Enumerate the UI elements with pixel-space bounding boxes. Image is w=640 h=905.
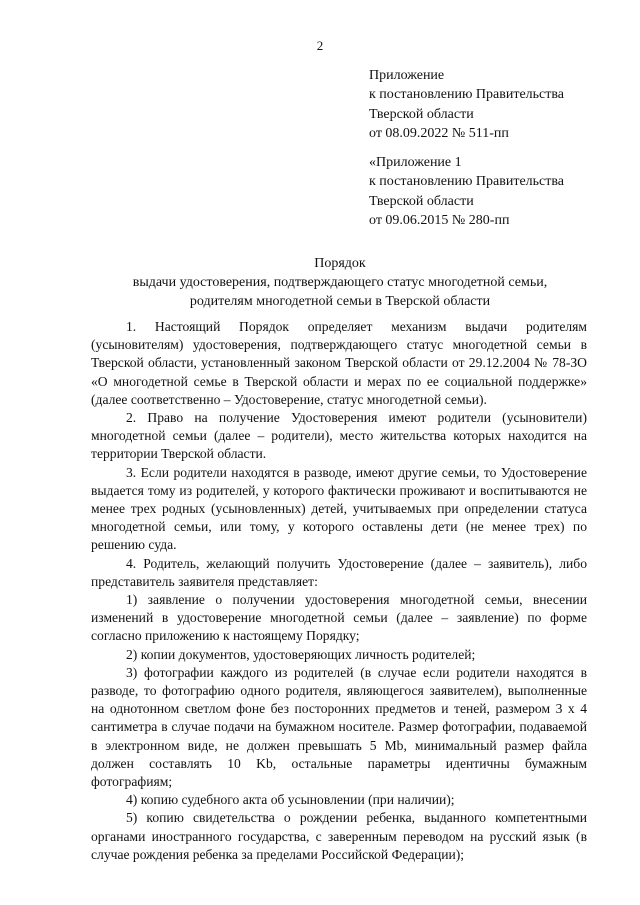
attachment-line: Тверской области [369, 193, 474, 209]
attachment-header [369, 66, 609, 144]
paragraph: 2) копии документов, удостоверяющих личность родителей; [126, 646, 476, 662]
paragraph: 3) фотографии каждого из родителей (в случае если родители находятся в разводе, то фотографию одного родителя, являющегося заявителем), выполненные на однотонном светлом фоне без посторонних предметов и теней, размером 3 х 4 сантиметра в случае подачи на бумажном носителе. Размер фотографии, подаваемой в электронном виде, не должен превышать 5 Mb, минимальный размер файла должен составлять 10 Kb, остальные параметры идентичны бумажным фотографиям; [91, 664, 587, 790]
paragraph: 1. Настоящий Порядок определяет механизм выдачи родителям (усыновителям) удостоверения, подтверждающего статус многодетной семьи в Тверской области, установленный законом Тверской области от 29.12.2004 № 78-ЗО «О многодетной семье в Тверской области и мерах по ее социальной поддержке» (далее соответственно – Удостоверение, статус многодетной семьи). [91, 319, 587, 407]
paragraph: 1) заявление о получении удостоверения многодетной семьи, внесении изменений в удостоверение многодетной семьи (далее – заявление) по форме согласно приложению к настоящему Порядку; [91, 592, 587, 644]
paragraph: 4) копию судебного акта об усыновлении (при наличии); [126, 792, 455, 808]
page-number: 2 [316, 38, 324, 53]
paragraph: 2. Право на получение Удостоверения имеют родители (усыновители) многодетной семьи (далее – родители), место жительства которых находится на территории Тверской области. [91, 410, 587, 462]
attachment-line: от 09.06.2015 № 280-пп [369, 213, 510, 229]
title-line: выдачи удостоверения, подтверждающего статус многодетной семьи, [132, 275, 548, 290]
attachment-line: к постановлению Правительства [369, 87, 565, 103]
attachment-line: Приложение [369, 68, 445, 83]
title-line: родителям многодетной семьи в Тверской области [189, 294, 491, 309]
document-title [60, 254, 620, 311]
attachment-line: к постановлению Правительства [369, 174, 565, 190]
paragraph: 3. Если родители находятся в разводе, имеют другие семьи, то Удостоверение выдается тому из родителей, у которого фактически проживают и воспитываются не менее трех родных (усыновленных) детей, учитываемых при определении статуса многодетной семьи, или тому, у которого оставлены дети (не менее трех) по решению суда. [91, 464, 587, 553]
title-line: Порядок [314, 256, 366, 271]
attachment-line: Тверской области [369, 106, 474, 122]
attachment-original-header [369, 153, 609, 231]
attachment-line: от 08.09.2022 № 511-пп [369, 126, 509, 142]
paragraph: 4. Родитель, желающий получить Удостоверение (далее – заявитель), либо представитель заявителя представляет: [91, 555, 587, 589]
document-body [91, 318, 587, 864]
attachment-line: «Приложение 1 [369, 155, 462, 170]
paragraph: 5) копию свидетельства о рождении ребенка, выданного компетентными органами иностранного государства, с заверенным переводом на русский язык (в случае рождения ребенка за пределами Российской Федерации); [91, 810, 587, 862]
